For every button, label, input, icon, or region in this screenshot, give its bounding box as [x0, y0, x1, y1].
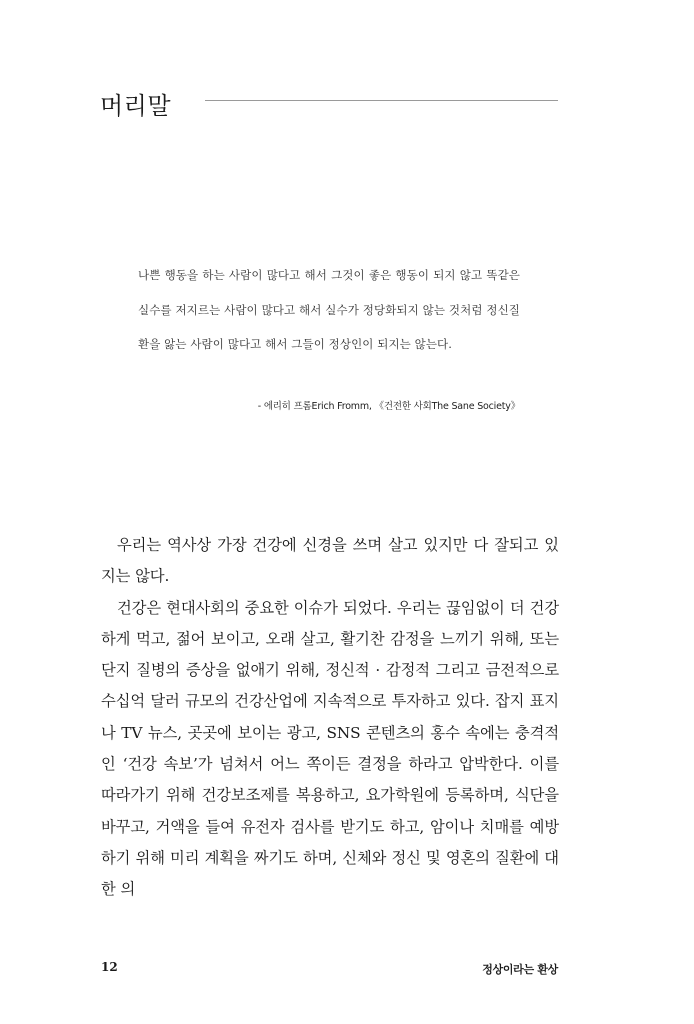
- body-paragraph: 건강은 현대사회의 중요한 이슈가 되었다. 우리는 끊임없이 더 건강하게 먹고, 젊어 보이고, 오래 살고, 활기찬 감정을 느끼기 위해, 또는 단지 질병의 증상을 없애기 위해, 정신적 · 감정적 그리고 금전적으로 수십억 달러 규모의 건강산업에 지속적으로 투자하고 있다. 잡지 표지나 TV 뉴스, 곳곳에 보이는 광고, SNS 콘텐츠의 홍수 속에는 충격적인 ‘건강 속보’가 넘쳐서 어느 쪽이든 결정을 하라고 압박한다. 이를 따라가기 위해 건강보조제를 복용하고, 요가학원에 등록하며, 식단을 바꾸고, 거액을 들여 유전자 검사를 받기도 하고, 암이나 치매를 예방하기 위해 미리 계획을 짜기도 하며, 신체와 정신 및 영혼의 질환에 대한 의: [101, 598, 559, 899]
- chapter-title: 머리말: [100, 92, 172, 120]
- body-text: [101, 530, 559, 906]
- epigraph-attribution: - 에리히 프롬Erich Fromm, 《건전한 사회The Sane Society》: [257, 401, 520, 412]
- epigraph-quote: 나쁜 행동을 하는 사람이 많다고 해서 그것이 좋은 행동이 되지 않고 똑같은 실수를 저지르는 사람이 많다고 해서 실수가 정당화되지 않는 것처럼 정신질환을 앓는 사람이 많다고 해서 그들이 정상인이 되지는 않는다.: [138, 268, 520, 351]
- running-title: 정상이라는 환상: [482, 963, 558, 976]
- body-paragraph: 우리는 역사상 가장 건강에 신경을 쓰며 살고 있지만 다 잘되고 있지는 않다.: [101, 536, 559, 586]
- title-rule: [205, 100, 558, 101]
- page-number: 12: [101, 960, 118, 974]
